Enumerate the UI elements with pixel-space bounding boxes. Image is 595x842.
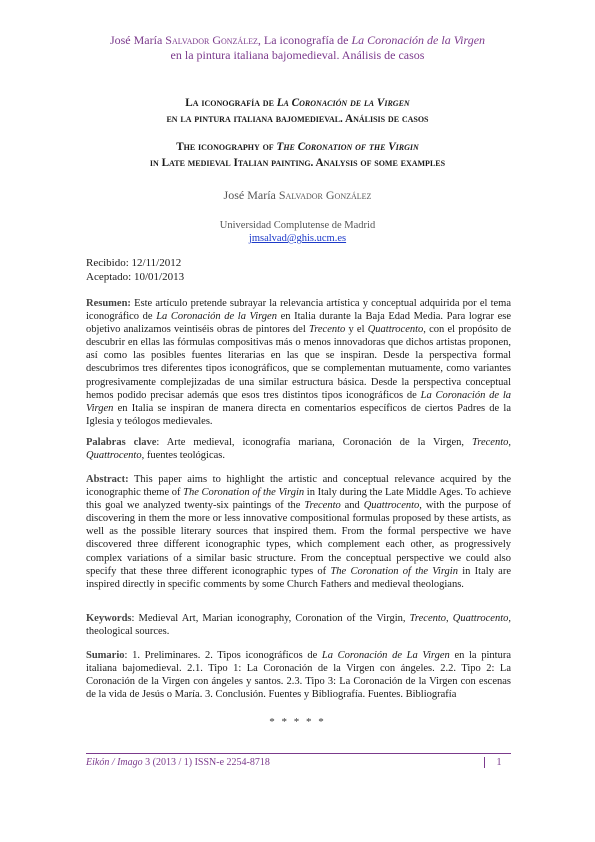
received-date: Recibido: 12/11/2012 [86, 257, 182, 269]
title-english: The iconography of The Coronation of the Virgin in Late medieval Italian painting. Analysis of some examples [149, 141, 446, 169]
affiliation [0, 219, 595, 245]
abstract-paragraph: Abstract: This paper aims to highlight the artistic and conceptual relevance acquired by the iconographic theme of The Coronation of the Virgin in Italy during the Late Middle Ages. To achieve this goal we analyzed twenty-six paintings of the Trecento and Quattrocento, with the purpose of discovering in them the more or less innovative compositional formulas proposed by these artists, as well as the possible literary sources that inspired them. From the formal perspective we have discovered three different iconographic types, which complement each other, as progressively complex variations of a similar basic structure. From the conceptual perspective we could also specify that these three different iconographic types of The Coronation of the Virgin in Italy are inspired directly in specific comments by some Church Fathers and medieval theologians. [86, 474, 511, 590]
email-link[interactable]: jmsalvad@ghis.ucm.es [248, 233, 347, 244]
running-header [0, 33, 595, 63]
section-separator: * * * * * [269, 716, 326, 728]
dates [86, 256, 184, 284]
author-name: José María Salvador González [223, 188, 372, 202]
sumario: Sumario: 1. Preliminares. 2. Tipos iconográficos de La Coronación de La Virgen en la pintura italiana bajomedieval. 2.1. Tipo 1: La Coronación de la Virgen con ángeles. 2.2. Tipo 2: La Coronación de la Virgen con ángeles y santos. 2.3. Tipo 3: La Coronación de la Virgen con escenas de la vida de Jesús o María. 3. Conclusión. Fuentes y Bibliografía. Fuentes. Bibliografía [86, 650, 511, 701]
page-number: 1 [484, 757, 509, 768]
running-header-line2: en la pintura italiana bajomedieval. Análisis de casos [170, 48, 425, 62]
journal-footer: Eikón / Imago 3 (2013 / 1) ISSN-e 2254-8718 [86, 757, 270, 768]
keywords: Keywords: Medieval Art, Marian iconography, Coronation of the Virgin, Trecento, Quattrocento, theological sources. [86, 613, 511, 638]
running-header-line1: José María Salvador González, La iconografía de La Coronación de la Virgen [109, 33, 486, 47]
title-spanish: La iconografía de La Coronación de la Virgen en la pintura italiana bajomedieval. Análisis de casos [166, 97, 429, 125]
institution: Universidad Complutense de Madrid [219, 220, 376, 231]
resumen-paragraph: Resumen: Este artículo pretende subrayar la relevancia artística y conceptual adquirida por el tema iconográfico de La Coronación de la Virgen en Italia durante la Baja Edad Media. Para lograr ese objetivo analizamos veintiséis obras de pintores del Trecento y el Quattrocento, con el propósito de descubrir en ellas las fórmulas compositivas más o menos innovadoras que dichos artistas proponen, así como las posibles fuentes literarias en las que se inspiran. Desde la perspectiva formal descubrimos tres diferentes tipos iconográficos, que se complementan mutuamente, como variantes progresivamente complejizadas de una similar estructura básica. Desde la perspectiva conceptual hemos podido precisar además que esos tres distintos tipos iconográficos de La Coronación de la Virgen en Italia se inspiran de manera directa en comentarios específicos de ciertos Padres de la Iglesia y teólogos medievales. [86, 298, 512, 427]
footer-rule [86, 753, 511, 754]
accepted-date: Aceptado: 10/01/2013 [86, 271, 185, 283]
palabras-clave: Palabras clave: Arte medieval, iconografía mariana, Coronación de la Virgen, Trecento, Quattrocento, fuentes teológicas. [86, 437, 511, 462]
